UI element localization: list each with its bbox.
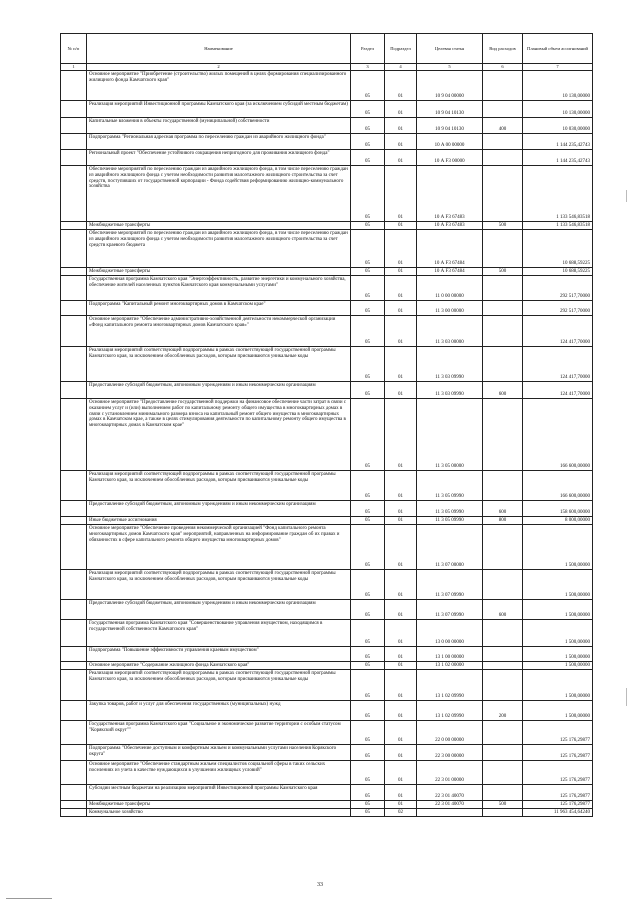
cell-number	[61, 662, 87, 670]
row-subsection: 01	[385, 301, 417, 316]
row-target: 22 3 01 00000	[417, 761, 483, 785]
row-name: Основное мероприятие "Содержание жилищного фонда Камчатского края"	[87, 662, 351, 670]
row-name: Региональный проект "Обеспечение устойчивого сокращения непригодного для проживания жилищного фонда"	[87, 150, 351, 166]
row-section: 05	[351, 134, 385, 150]
row-kind	[483, 71, 523, 101]
table-row	[61, 785, 593, 801]
row-section: 05	[351, 600, 385, 620]
row-kind	[483, 276, 523, 301]
row-section: 05	[351, 471, 385, 501]
row-subsection: 01	[385, 620, 417, 647]
row-target: 11 3 05 00000	[417, 399, 483, 471]
row-name: Подпрограмма "Капитальный ремонт многоквартирных домов в Камчатском крае"	[87, 301, 351, 316]
row-section: 05	[351, 785, 385, 801]
header-target: Целевая статья	[417, 34, 483, 64]
row-target: 10 А F3 67483	[417, 166, 483, 222]
table-row	[61, 620, 593, 647]
row-subsection: 01	[385, 701, 417, 721]
cell-number	[61, 101, 87, 118]
row-name: Обеспечение мероприятий по переселению граждан из аварийного жилищного фонда, в том числе переселению граждан из аварийного жилищного фонда с учетом необходимости развития малоэтажного жилищного строительства за счет средств краевого бюджета	[87, 230, 351, 268]
table-row	[61, 801, 593, 809]
row-kind	[483, 347, 523, 382]
row-amount: 8 000,00000	[523, 517, 593, 525]
row-section: 05	[351, 101, 385, 118]
row-kind	[483, 316, 523, 347]
table-header-row	[61, 34, 593, 64]
cell-number	[61, 71, 87, 101]
cell-number	[61, 301, 87, 316]
row-section: 05	[351, 399, 385, 471]
row-subsection: 01	[385, 71, 417, 101]
table-row	[61, 268, 593, 276]
row-target: 10 9 04 10130	[417, 118, 483, 134]
row-kind	[483, 670, 523, 701]
row-section: 05	[351, 222, 385, 230]
row-name: Межбюджетные трансферты	[87, 268, 351, 276]
row-target: 11 3 03 09990	[417, 347, 483, 382]
row-amount: 125 176,29877	[523, 785, 593, 801]
row-section: 05	[351, 620, 385, 647]
row-section: 05	[351, 721, 385, 745]
table-row	[61, 809, 593, 817]
cell-number	[61, 118, 87, 134]
row-subsection: 01	[385, 222, 417, 230]
column-index: 3	[351, 64, 385, 71]
header-number: № п/п	[61, 34, 87, 64]
row-subsection: 01	[385, 134, 417, 150]
cell-number	[61, 570, 87, 600]
row-amount: 166 600,00000	[523, 471, 593, 501]
cell-number	[61, 471, 87, 501]
row-section: 05	[351, 647, 385, 662]
header-kind: Вид расходов	[483, 34, 523, 64]
row-name: Основное мероприятие "Обеспечение проведения некоммерческой организацией "Фонд капитального ремонта многоквартирных домов Камчатского края" мероприятий, направленных на информирование граждан об их правах и обязанностях в сфере капитального ремонта общего имущества многоквартирных домов"	[87, 525, 351, 570]
row-name: Реализация мероприятий соответствующей подпрограммы в рамках соответствующей государственной программы Камчатского края, за исключением обособленных расходов, которым присваиваются уникальные коды	[87, 347, 351, 382]
row-section: 05	[351, 525, 385, 570]
row-amount: 124 417,70000	[523, 382, 593, 399]
row-section: 05	[351, 662, 385, 670]
cell-number	[61, 721, 87, 745]
row-subsection: 01	[385, 517, 417, 525]
cell-number	[61, 620, 87, 647]
row-target: 11 3 00 00000	[417, 301, 483, 316]
table-row	[61, 118, 593, 134]
row-section: 05	[351, 761, 385, 785]
header-amount: Плановый объем ассигнований	[523, 34, 593, 64]
row-name: Основное мероприятие "Приобретение (строительство) жилых помещений в целях формирования специализированного жилищного фонда Камчатского края"	[87, 71, 351, 101]
row-name: Иные бюджетные ассигнования	[87, 517, 351, 525]
cell-number	[61, 501, 87, 517]
margin-line	[626, 190, 627, 202]
row-name: Реализация мероприятий соответствующей подпрограммы в рамках соответствующей государственной программы Камчатского края, за исключением обособленных расходов, которым присваиваются уникальные коды	[87, 570, 351, 600]
row-kind	[483, 399, 523, 471]
row-amount: 1 500,00000	[523, 620, 593, 647]
row-kind: 600	[483, 382, 523, 399]
row-subsection: 01	[385, 721, 417, 745]
row-subsection: 01	[385, 471, 417, 501]
row-subsection: 01	[385, 101, 417, 118]
row-target: 10 А F3 00000	[417, 150, 483, 166]
row-kind: 400	[483, 118, 523, 134]
row-subsection: 01	[385, 118, 417, 134]
row-kind	[483, 570, 523, 600]
row-name: Реализация мероприятий Инвестиционной программы Камчатского края (за исключением субсидий местным бюджетам)	[87, 101, 351, 118]
row-name: Предоставление субсидий бюджетным, автономным учреждениям и иным некоммерческим организациям	[87, 382, 351, 399]
table-row	[61, 347, 593, 382]
cell-number	[61, 517, 87, 525]
column-index: 7	[523, 64, 593, 71]
row-name: Государственная программа Камчатского края "Энергоэффективность, развитие энергетики и коммунального хозяйства, обеспечение жителей населенных пунктов Камчатского края коммунальными услугами"	[87, 276, 351, 301]
column-index: 4	[385, 64, 417, 71]
row-amount: 1 500,00000	[523, 570, 593, 600]
row-name: Реализация мероприятий соответствующей подпрограммы в рамках соответствующей государственной программы Камчатского края, за исключением обособленных расходов, которым присваиваются уникальные коды	[87, 471, 351, 501]
row-subsection: 01	[385, 662, 417, 670]
row-target: 22 3 01 40070	[417, 785, 483, 801]
row-amount: 1 500,00000	[523, 670, 593, 701]
row-section: 05	[351, 166, 385, 222]
cell-number	[61, 670, 87, 701]
row-target: 11 0 00 00000	[417, 276, 483, 301]
row-amount: 1 133 546,83518	[523, 222, 593, 230]
table-row	[61, 570, 593, 600]
row-subsection: 01	[385, 647, 417, 662]
row-kind: 600	[483, 600, 523, 620]
row-section: 05	[351, 517, 385, 525]
table-row	[61, 101, 593, 118]
row-subsection: 01	[385, 230, 417, 268]
row-section: 05	[351, 382, 385, 399]
row-target: 13 1 02 09990	[417, 670, 483, 701]
row-subsection: 01	[385, 276, 417, 301]
row-amount: 10 030,00000	[523, 118, 593, 134]
row-subsection: 01	[385, 501, 417, 517]
row-target: 10 9 04 00000	[417, 71, 483, 101]
header-name: Наименование	[87, 34, 351, 64]
row-section: 05	[351, 347, 385, 382]
cell-number	[61, 134, 87, 150]
row-subsection: 01	[385, 166, 417, 222]
table-row	[61, 316, 593, 347]
table-row	[61, 230, 593, 268]
cell-number	[61, 809, 87, 817]
cell-number	[61, 230, 87, 268]
row-section: 05	[351, 71, 385, 101]
row-subsection: 01	[385, 399, 417, 471]
row-subsection: 01	[385, 525, 417, 570]
column-index: 2	[87, 64, 351, 71]
row-name: Основное мероприятие "Обеспечение административно-хозяйственной деятельности некоммерческой организации «Фонд капитального ремонта многоквартирных домов Камчатского края»"	[87, 316, 351, 347]
cell-number	[61, 600, 87, 620]
row-target: 13 1 02 00000	[417, 662, 483, 670]
row-target: 11 3 03 09990	[417, 382, 483, 399]
table-row	[61, 399, 593, 471]
row-kind	[483, 809, 523, 817]
row-section: 05	[351, 701, 385, 721]
row-amount: 125 176,29877	[523, 761, 593, 785]
row-kind: 600	[483, 501, 523, 517]
row-target: 10 А F3 67484	[417, 268, 483, 276]
row-name: Межбюджетные трансферты	[87, 801, 351, 809]
row-kind	[483, 662, 523, 670]
row-amount: 1 500,00000	[523, 662, 593, 670]
row-amount: 292 517,70000	[523, 301, 593, 316]
row-kind	[483, 230, 523, 268]
margin-line	[626, 688, 627, 706]
budget-table	[60, 33, 593, 817]
row-subsection: 01	[385, 600, 417, 620]
row-subsection: 01	[385, 670, 417, 701]
table-row	[61, 600, 593, 620]
cell-number	[61, 525, 87, 570]
row-target: 10 А F3 67483	[417, 222, 483, 230]
row-subsection: 01	[385, 150, 417, 166]
row-name: Межбюджетные трансферты	[87, 222, 351, 230]
row-name: Коммунальное хозяйство	[87, 809, 351, 817]
cell-number	[61, 647, 87, 662]
row-target: 22 0 00 00000	[417, 721, 483, 745]
column-index: 1	[61, 64, 87, 71]
row-target: 13 0 00 00000	[417, 620, 483, 647]
cell-number	[61, 276, 87, 301]
column-index-row	[61, 64, 593, 71]
row-amount: 1 500,00000	[523, 701, 593, 721]
table-row	[61, 166, 593, 222]
row-subsection: 01	[385, 382, 417, 399]
row-amount: 125 176,29877	[523, 721, 593, 745]
row-amount: 125 176,29877	[523, 801, 593, 809]
cell-number	[61, 222, 87, 230]
row-target: 11 3 05 09990	[417, 501, 483, 517]
row-amount: 10 130,00000	[523, 71, 593, 101]
cell-number	[61, 347, 87, 382]
row-section: 05	[351, 268, 385, 276]
table-row	[61, 71, 593, 101]
table-row	[61, 662, 593, 670]
row-kind: 500	[483, 222, 523, 230]
row-kind	[483, 166, 523, 222]
row-name: Государственная программа Камчатского края "Совершенствование управления имуществом, находящимся в государственной собственности Камчатского края"	[87, 620, 351, 647]
cell-number	[61, 701, 87, 721]
row-kind	[483, 525, 523, 570]
row-kind	[483, 647, 523, 662]
row-subsection: 01	[385, 761, 417, 785]
row-amount: 158 600,00000	[523, 501, 593, 517]
cell-number	[61, 316, 87, 347]
cell-number	[61, 399, 87, 471]
row-section: 05	[351, 276, 385, 301]
table-row	[61, 761, 593, 785]
cell-number	[61, 761, 87, 785]
row-target: 10 9 04 10130	[417, 101, 483, 118]
row-subsection: 02	[385, 809, 417, 817]
row-kind	[483, 301, 523, 316]
row-section: 05	[351, 301, 385, 316]
row-kind: 500	[483, 801, 523, 809]
header-subsection: Подраздел	[385, 34, 417, 64]
row-name: Предоставление субсидий бюджетным, автономным учреждениям и иным некоммерческим организациям	[87, 501, 351, 517]
row-target: 11 3 03 00000	[417, 316, 483, 347]
row-target: 11 3 07 09990	[417, 600, 483, 620]
row-name: Капитальные вложения в объекты государственной (муниципальной) собственности	[87, 118, 351, 134]
row-amount: 1 500,00000	[523, 600, 593, 620]
table-row	[61, 301, 593, 316]
row-subsection: 01	[385, 347, 417, 382]
table-row	[61, 745, 593, 761]
cell-number	[61, 166, 87, 222]
row-section: 05	[351, 745, 385, 761]
row-section: 05	[351, 316, 385, 347]
table-row	[61, 150, 593, 166]
row-amount: 1 133 546,83518	[523, 166, 593, 222]
row-name: Подпрограмма "Повышение эффективности управления краевым имуществом"	[87, 647, 351, 662]
row-name: Предоставление субсидий бюджетным, автономным учреждениям и иным некоммерческим организациям	[87, 600, 351, 620]
cell-number	[61, 745, 87, 761]
row-subsection: 01	[385, 268, 417, 276]
table-row	[61, 525, 593, 570]
row-kind	[483, 745, 523, 761]
row-target: 11 3 05 09990	[417, 471, 483, 501]
row-name: Подпрограмма "Обеспечение доступным и комфортным жильем и коммунальными услугами населения Корякского округа"	[87, 745, 351, 761]
column-index: 6	[483, 64, 523, 71]
table-body	[61, 71, 593, 817]
row-kind	[483, 721, 523, 745]
row-target: 11 3 07 09990	[417, 570, 483, 600]
row-target: 22 3 01 40070	[417, 801, 483, 809]
cell-number	[61, 150, 87, 166]
row-amount: 1 144 235,42743	[523, 150, 593, 166]
row-subsection: 01	[385, 801, 417, 809]
row-subsection: 01	[385, 570, 417, 600]
table-row	[61, 222, 593, 230]
row-kind	[483, 785, 523, 801]
table-row	[61, 382, 593, 399]
table-row	[61, 501, 593, 517]
row-section: 05	[351, 501, 385, 517]
row-amount: 10 688,59225	[523, 230, 593, 268]
row-amount: 1 500,00000	[523, 647, 593, 662]
row-subsection: 01	[385, 785, 417, 801]
row-name: Субсидии местным бюджетам на реализацию мероприятий Инвестиционной программы Камчатского края	[87, 785, 351, 801]
row-amount: 124 417,70000	[523, 347, 593, 382]
row-amount: 1 144 235,42743	[523, 134, 593, 150]
row-section: 05	[351, 801, 385, 809]
cell-number	[61, 382, 87, 399]
row-amount: 11 963 454,64240	[523, 809, 593, 817]
row-amount: 166 600,00000	[523, 399, 593, 471]
row-amount: 125 176,29877	[523, 745, 593, 761]
header-section: Раздел	[351, 34, 385, 64]
table-row	[61, 134, 593, 150]
table-row	[61, 670, 593, 701]
page-number: 33	[317, 882, 323, 888]
row-target	[417, 809, 483, 817]
row-kind	[483, 471, 523, 501]
footer-mark	[6, 898, 52, 899]
cell-number	[61, 785, 87, 801]
row-section: 05	[351, 230, 385, 268]
row-name: Государственная программа Камчатского края "Социальное и экономическое развитие территории с особым статусом "Корякский округ""	[87, 721, 351, 745]
row-kind	[483, 134, 523, 150]
row-kind	[483, 150, 523, 166]
row-target: 10 А F3 67484	[417, 230, 483, 268]
row-section: 05	[351, 118, 385, 134]
row-subsection: 01	[385, 316, 417, 347]
row-amount: 10 688,59225	[523, 268, 593, 276]
row-kind	[483, 761, 523, 785]
row-amount: 1 500,00000	[523, 525, 593, 570]
cell-number	[61, 268, 87, 276]
row-name: Подпрограмма "Региональная адресная программа по переселению граждан из аварийного жилищного фонда"	[87, 134, 351, 150]
row-target: 10 А 00 00000	[417, 134, 483, 150]
row-target: 22 3 00 00000	[417, 745, 483, 761]
row-section: 05	[351, 809, 385, 817]
row-name: Обеспечение мероприятий по переселению граждан из аварийного жилищного фонда, в том числе переселению граждан из аварийного жилищного фонда с учетом необходимости развития малоэтажного жилищного строительства за счет средств, поступивших от государственной корпорации - Фонда содействия реформированию жилищно-коммунального хозяйства	[87, 166, 351, 222]
column-index: 5	[417, 64, 483, 71]
row-amount: 292 517,70000	[523, 276, 593, 301]
row-kind: 800	[483, 517, 523, 525]
row-section: 05	[351, 570, 385, 600]
row-amount: 124 417,70000	[523, 316, 593, 347]
row-kind: 500	[483, 268, 523, 276]
row-subsection: 01	[385, 745, 417, 761]
row-amount: 10 130,00000	[523, 101, 593, 118]
row-target: 11 3 07 00000	[417, 525, 483, 570]
row-target: 11 3 05 09990	[417, 517, 483, 525]
row-target: 13 1 02 09990	[417, 701, 483, 721]
table-row	[61, 647, 593, 662]
row-section: 05	[351, 670, 385, 701]
row-target: 13 1 00 00000	[417, 647, 483, 662]
table-row	[61, 471, 593, 501]
table-row	[61, 701, 593, 721]
row-kind	[483, 101, 523, 118]
table-row	[61, 276, 593, 301]
row-name: Основное мероприятие "Предоставление государственной поддержки на финансовое обеспечение части затрат в связи с оказанием услуг и (или) выполнением работ по капитальному ремонту общего имущества в многоквартирных домах в связи с установлением минимального размера взноса на капитальный ремонт общего имущества в многоквартирных домах в Камчатском крае, а также в целях стимулирования деятельности по капитальному ремонту общего имущества в многоквартирных домах в Камчатском крае"	[87, 399, 351, 471]
row-section: 05	[351, 150, 385, 166]
row-name: Реализация мероприятий соответствующей подпрограммы в рамках соответствующей государственной программы Камчатского края, за исключением обособленных расходов, которым присваиваются уникальные коды	[87, 670, 351, 701]
row-name: Основное мероприятие "Обеспечение стандартным жильем специалистов социальной сферы в таких сельских поселениях из учета в качестве нуждающихся в улучшении жилищных условий"	[87, 761, 351, 785]
row-name: Закупка товаров, работ и услуг для обеспечения государственных (муниципальных) нужд	[87, 701, 351, 721]
cell-number	[61, 801, 87, 809]
table-row	[61, 721, 593, 745]
row-kind	[483, 620, 523, 647]
table-row	[61, 517, 593, 525]
row-kind: 200	[483, 701, 523, 721]
